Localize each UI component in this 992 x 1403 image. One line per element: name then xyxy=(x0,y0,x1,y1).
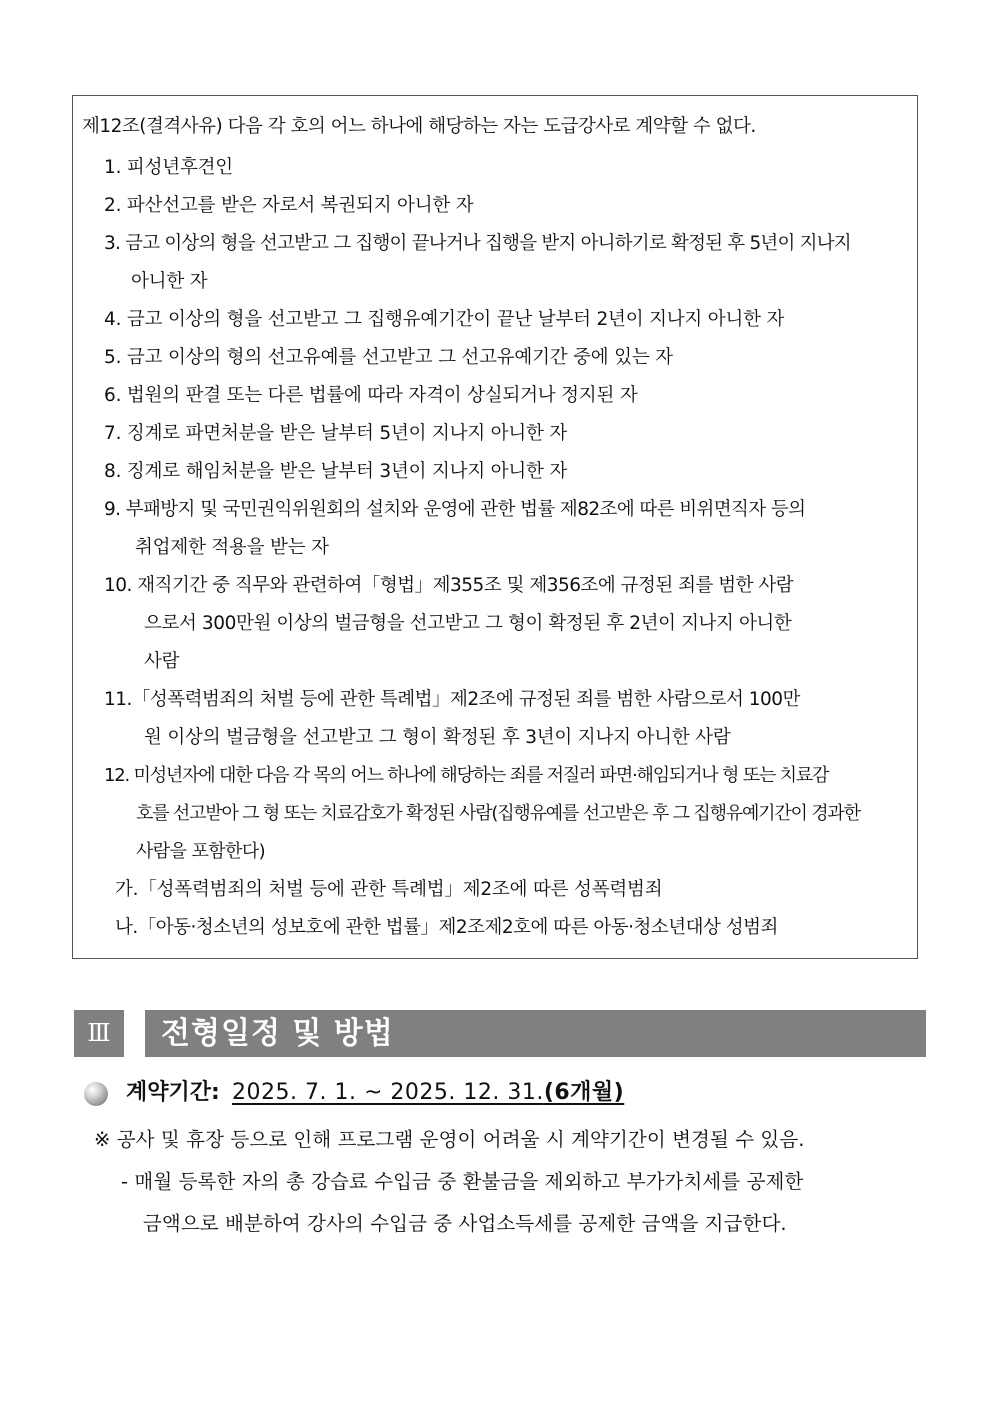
list-item: 사람을 포함한다) xyxy=(136,841,266,862)
section-header xyxy=(74,1010,926,1057)
bullet-icon xyxy=(84,1082,108,1106)
list-item: 11.「성폭력범죄의 처벌 등에 관한 특례법」제2조에 규정된 죄를 범한 사람으로서 100만 xyxy=(104,689,800,710)
note-payment-line1: - 매월 등록한 자의 총 강습료 수입금 중 환불금을 제외하고 부가가치세를 공제한 xyxy=(121,1170,804,1193)
contract-period-label: 계약기간: xyxy=(126,1080,220,1105)
contract-period-duration: (6개월) xyxy=(543,1080,625,1105)
list-item: 6. 법원의 판결 또는 다른 법률에 따라 자격이 상실되거나 정지된 자 xyxy=(104,385,638,406)
list-item: 호를 선고받아 그 형 또는 치료감호가 확정된 사람(집행유예를 선고받은 후 그 집행유예기간이 경과한 xyxy=(136,803,860,824)
list-item: 원 이상의 벌금형을 선고받고 그 형이 확정된 후 3년이 지나지 아니한 사람 xyxy=(144,727,731,748)
list-item: 4. 금고 이상의 형을 선고받고 그 집행유예기간이 끝난 날부터 2년이 지나지 아니한 자 xyxy=(104,309,785,330)
note-period-change: ※ 공사 및 휴장 등으로 인해 프로그램 운영이 어려울 시 계약기간이 변경될 수 있음. xyxy=(94,1128,805,1151)
list-item: 사람 xyxy=(144,651,180,672)
contract-period-value xyxy=(232,1078,624,1108)
note-payment-line2: 금액으로 배분하여 강사의 수입금 중 사업소득세를 공제한 금액을 지급한다. xyxy=(143,1212,787,1235)
list-item: 9. 부패방지 및 국민권익위원회의 설치와 운영에 관한 법률 제82조에 따른 비위면직자 등의 xyxy=(104,499,806,520)
section-title: 전형일정 및 방법 xyxy=(161,1016,394,1051)
sub-item: 나.「아동·청소년의 성보호에 관한 법률」제2조제2호에 따른 아동·청소년대상 성범죄 xyxy=(115,917,778,938)
list-item: 2. 파산선고를 받은 자로서 복권되지 아니한 자 xyxy=(104,195,474,216)
list-item: 12. 미성년자에 대한 다음 각 목의 어느 하나에 해당하는 죄를 저질러 파면·해임되거나 형 또는 치료감 xyxy=(104,765,829,786)
list-item: 3. 금고 이상의 형을 선고받고 그 집행이 끝나거나 집행을 받지 아니하기로 확정된 후 5년이 지나지 xyxy=(104,233,851,254)
list-item: 으로서 300만원 이상의 벌금형을 선고받고 그 형이 확정된 후 2년이 지나지 아니한 xyxy=(144,613,792,634)
list-item: 10. 재직기간 중 직무와 관련하여「형법」제355조 및 제356조에 규정된 죄를 범한 사람 xyxy=(104,575,794,596)
list-item: 8. 징계로 해임처분을 받은 날부터 3년이 지나지 아니한 자 xyxy=(104,461,568,482)
section-number: Ⅲ xyxy=(74,1010,124,1057)
section-title-bar xyxy=(145,1010,926,1057)
article-box xyxy=(72,95,918,959)
contract-period-dates: 2025. 7. 1. ~ 2025. 12. 31. xyxy=(232,1080,544,1105)
list-item: 7. 징계로 파면처분을 받은 날부터 5년이 지나지 아니한 자 xyxy=(104,423,568,444)
sub-item: 가.「성폭력범죄의 처벌 등에 관한 특례법」제2조에 따른 성폭력범죄 xyxy=(115,879,663,900)
list-item: 5. 금고 이상의 형의 선고유예를 선고받고 그 선고유예기간 중에 있는 자 xyxy=(104,347,673,368)
list-item: 취업제한 적용을 받는 자 xyxy=(135,537,329,558)
list-item: 1. 피성년후견인 xyxy=(104,157,233,178)
list-item: 아니한 자 xyxy=(131,271,208,292)
article-heading: 제12조(결격사유) 다음 각 호의 어느 하나에 해당하는 자는 도급강사로 계약할 수 없다. xyxy=(82,116,756,137)
